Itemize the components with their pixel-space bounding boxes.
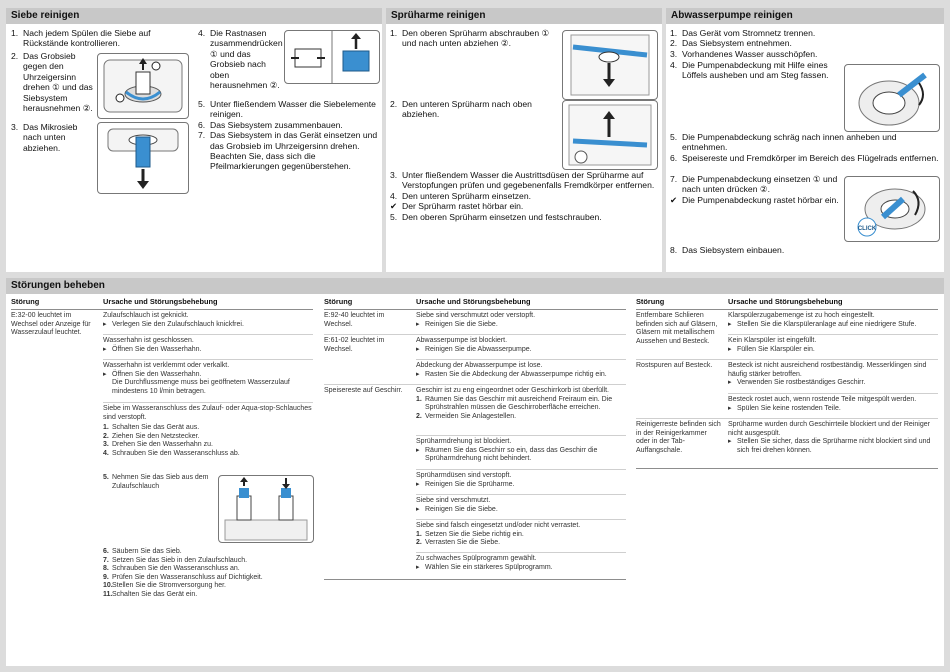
fault: E:32-00 leuchtet im Wechsel oder Anzeige für Wasserzulauf leuchtet. bbox=[11, 312, 91, 337]
triangle-bullet-icon: ▸ bbox=[416, 563, 420, 571]
result: ✔ Der Sprüharm rastet hörbar ein. bbox=[390, 201, 524, 212]
siebe-steps-right bbox=[198, 28, 282, 90]
table-column-3: Störung Ursache und Störungsbehebung Entfernbare Schlieren befinden sich auf Gläsern, Gläsern mit metallischem Aussehen und Besteck. Klarspülerzugabemenge ist zu hoch eingestellt. ▸ Stellen Sie die Klarspüleranlage auf eine niedrigere Stufe. Kein Klarspüler ist eingefüllt. ▸ Füllen Sie Klarspüler ein. Rostspuren auf Besteck. Besteck ist nicht ausreichend rostbeständig. Messerklingen sind häufig stärker betroffen. ▸ Verwenden Sie rostbeständiges Geschirr. Besteck rostet auch, wenn rostende Teile mitgespült werden. ▸ Spülen Sie keine rostenden Teile. Reinigerreste befinden sich in der Reinigerkammer oder in der Tab-Auffangschale. Sprüharme wurden durch Geschirrteile blockiert und der Reiniger nicht ausgespült. ▸ Stellen Sie sicher, dass die Sprüharme nicht blockiert sind und sich frei drehen können. bbox=[636, 298, 938, 498]
table-column-1: Störung Ursache und Störungsbehebung E:32-00 leuchtet im Wechsel oder Anzeige für Wasserzulauf leuchtet. Zulaufschlauch ist geknickt. ▸ Verlegen Sie den Zulaufschlauch knickfrei. Wasserhahn ist geschlossen. ▸ Öffnen Sie den Wasserhahn. Wasserhahn ist verklemmt oder verkalkt. ▸ Öffnen Sie den Wasserhahn. Die Durchflussmenge muss bei geöffnetem Wasserzulauf mindestens 10 l/min betragen. Siebe im Wasseranschluss des Zulauf- oder Aqua-stop-Schlauches sind verstopft. 1. Schalten Sie das Gerät aus. 2. Ziehen Sie den Netzstecker. 3. Drehen Sie den Wasserhahn zu. 4. Schrauben Sie den Wasseranschluss ab. 5. Nehmen Sie das Sieb aus dem Zulaufschlauch 6. Säubern Sie das Sieb. 7. Setzen Sie das Sieb in den Zulaufschlauch. 8. Schrauben Sie den Wasseranschluss an. 9. Prüfen Sie den Wasseranschluss auf Dichtigkeit. 10. Stellen Sie die Stromversorgung her. 11. Schalten Sie das Gerät ein. bbox=[11, 298, 313, 660]
step: 5. Unter fließendem Wasser die Siebelemente reinigen. bbox=[198, 99, 376, 120]
figure-rastnasen bbox=[284, 30, 380, 84]
figure-pumpenabdeckung-einsetzen bbox=[844, 176, 940, 242]
triangle-bullet-icon: ▸ bbox=[728, 345, 732, 353]
section-title: Abwasserpumpe reinigen bbox=[666, 8, 944, 24]
triangle-bullet-icon: ▸ bbox=[103, 370, 107, 378]
sieve-turn-icon bbox=[98, 54, 188, 118]
triangle-bullet-icon: ▸ bbox=[103, 320, 107, 328]
triangle-bullet-icon: ▸ bbox=[416, 480, 420, 488]
pump-cover-insert-icon bbox=[845, 177, 939, 241]
step: 8. Das Siebsystem einbauen. bbox=[670, 245, 785, 255]
step: 1. Nach jedem Spülen die Siebe auf Rückstände kontrollieren. bbox=[11, 28, 151, 49]
click-label: CLICK bbox=[857, 226, 877, 232]
step: 2. Den unteren Sprüharm nach oben abziehen. bbox=[390, 99, 532, 120]
step: 1. Den oberen Sprüharm abschrauben ① und nach unten abziehen ②. bbox=[390, 28, 550, 49]
step: 3. Das Mikrosieb nach unten abziehen. bbox=[11, 122, 78, 153]
triangle-bullet-icon: ▸ bbox=[416, 446, 420, 454]
figure-unterer-spruharm bbox=[562, 100, 658, 170]
upper-spray-arm-icon bbox=[563, 31, 657, 99]
table-column-2: Störung Ursache und Störungsbehebung E:92-40 leuchtet im Wechsel. Siebe sind verschmutzt oder verstopft. ▸ Reinigen Sie die Siebe. E:61-02 leuchtet im Wechsel. Abwasserpumpe ist blockiert. ▸ Reinigen Sie die Abwasserpumpe. Abdeckung der Abwasserpumpe ist lose. ▸ Rasten Sie die Abdeckung der Abwasserpumpe richtig ein. Speisereste auf Geschirr. Geschirr ist zu eng eingeordnet oder Geschirrkorb ist überfüllt. 1. Räumen Sie das Geschirr mit ausreichend Freiraum ein. Die Sprühstrahlen müssen die Geschirroberfläche erreichen. 2. Vermeiden Sie Anlagestellen. Sprüharmdrehung ist blockiert. ▸ Räumen Sie das Geschirr so ein, dass das Geschirr die Sprüharmdrehung nicht behindert. Sprüharmdüsen sind verstopft. ▸ Reinigen Sie die Sprüharme. Siebe sind verschmutzt. ▸ Reinigen Sie die Siebe. Siebe sind falsch eingesetzt und/oder nicht verrastet. 1. Setzen Sie die Siebe richtig ein. 2. Verrasten Sie die Siebe. Zu schwaches Spülprogramm gewählt. ▸ Wählen Sie ein stärkeres Spülprogramm. bbox=[324, 298, 626, 598]
step: 5. Die Pumpenabdeckung schräg nach innen anheben und entnehmen. bbox=[670, 132, 897, 153]
section-title: Siebe reinigen bbox=[6, 8, 382, 24]
triangle-bullet-icon: ▸ bbox=[416, 320, 420, 328]
step: 4. Die Pumpenabdeckung mit Hilfe eines Löffels ausheben und am Steg fassen. bbox=[670, 60, 829, 81]
inlet-hose-sieve-icon bbox=[219, 476, 313, 542]
cause-block: Wasserhahn ist verklemmt oder verkalkt. ▸ Öffnen Sie den Wasserhahn. Die Durchflussmenge muss bei geöffnetem Wasserzulauf mindestens 10 l/min betragen. bbox=[103, 362, 290, 395]
step: 2. Das Siebsystem entnehmen. bbox=[670, 38, 792, 49]
cause-block: Siebe im Wasseranschluss des Zulauf- oder Aqua-stop-Schlauches sind verstopft. 1. Schalten Sie das Gerät aus. 2. Ziehen Sie den Netzstecker. 3. Drehen Sie den Wasserhahn zu. 4. Schrauben Sie den Wasseranschluss ab. bbox=[103, 405, 312, 457]
triangle-bullet-icon: ▸ bbox=[728, 379, 732, 387]
check-icon: ✔ bbox=[390, 201, 398, 212]
check-icon: ✔ bbox=[670, 194, 678, 205]
figure-pumpenabdeckung-ausheben bbox=[844, 64, 940, 132]
step: 3. Vorhandenes Wasser ausschöpfen. bbox=[670, 48, 818, 59]
figure-oberer-spruharm bbox=[562, 30, 658, 100]
step: 3. Unter fließendem Wasser die Austrittsdüsen der Sprüharme auf Verstopfungen prüfen und gegebenenfalls Fremdkörper entfernen. bbox=[390, 170, 655, 191]
col-header-ursache: Ursache und Störungsbehebung bbox=[103, 297, 218, 306]
step: 6. Das Siebsystem zusammenbauen. bbox=[198, 119, 343, 130]
triangle-bullet-icon: ▸ bbox=[416, 345, 420, 353]
panel-stoerungen bbox=[6, 278, 944, 666]
pump-cover-lift-icon bbox=[845, 65, 939, 131]
section-title: Sprüharme reinigen bbox=[386, 8, 662, 24]
triangle-bullet-icon: ▸ bbox=[728, 404, 732, 412]
step: 4. Den unteren Sprüharm einsetzen. bbox=[390, 190, 531, 201]
step-note: Beachten Sie, dass sich die Pfeilmarkierungen gegenüberstehen. bbox=[210, 151, 351, 172]
panel-abwasserpumpe bbox=[666, 8, 944, 272]
latch-squeeze-icon bbox=[285, 31, 379, 83]
microsieve-icon bbox=[98, 123, 188, 193]
cause-block: Zulaufschlauch ist geknickt. ▸ Verlegen Sie den Zulaufschlauch knickfrei. bbox=[103, 312, 244, 328]
panel-spruharme bbox=[386, 8, 662, 272]
col-header-stoerung: Störung bbox=[11, 297, 40, 306]
result: ✔ Die Pumpenabdeckung rastet hörbar ein. bbox=[670, 194, 839, 205]
triangle-bullet-icon: ▸ bbox=[416, 505, 420, 513]
step: 2. Das Grobsieb gegen den Uhrzeigersinn drehen ① und das Siebsystem herausnehmen ②. bbox=[11, 51, 93, 114]
section-title: Störungen beheben bbox=[6, 278, 944, 294]
cause-block: Wasserhahn ist geschlossen. ▸ Öffnen Sie den Wasserhahn. bbox=[103, 337, 202, 353]
siebe-steps-left bbox=[11, 28, 193, 49]
step: 4. Die Rastnasen zusammendrücken ① und das Grobsieb nach oben herausnehmen ②. bbox=[198, 28, 283, 91]
figure-zulaufschlauch-sieb bbox=[218, 475, 314, 543]
step: 5. Den oberen Sprüharm einsetzen und festschrauben. bbox=[390, 211, 602, 222]
step: 6. Speisereste und Fremdkörper im Bereich des Flügelrads entfernen. bbox=[670, 152, 939, 163]
panel-siebe bbox=[6, 8, 382, 272]
lower-spray-arm-icon bbox=[563, 101, 657, 169]
triangle-bullet-icon: ▸ bbox=[416, 370, 420, 378]
step: 7. Die Pumpenabdeckung einsetzen ① und nach unten drücken ②. bbox=[670, 174, 838, 195]
triangle-bullet-icon: ▸ bbox=[728, 320, 732, 328]
triangle-bullet-icon: ▸ bbox=[728, 438, 732, 446]
figure-mikrosieb bbox=[97, 122, 189, 194]
figure-grobsieb-drehen bbox=[97, 53, 189, 119]
step: 7. Das Siebsystem in das Gerät einsetzen und das Grobsieb im Uhrzeigersinn drehen. bbox=[198, 130, 378, 151]
triangle-bullet-icon: ▸ bbox=[103, 345, 107, 353]
step: 1. Das Gerät vom Stromnetz trennen. bbox=[670, 28, 816, 38]
